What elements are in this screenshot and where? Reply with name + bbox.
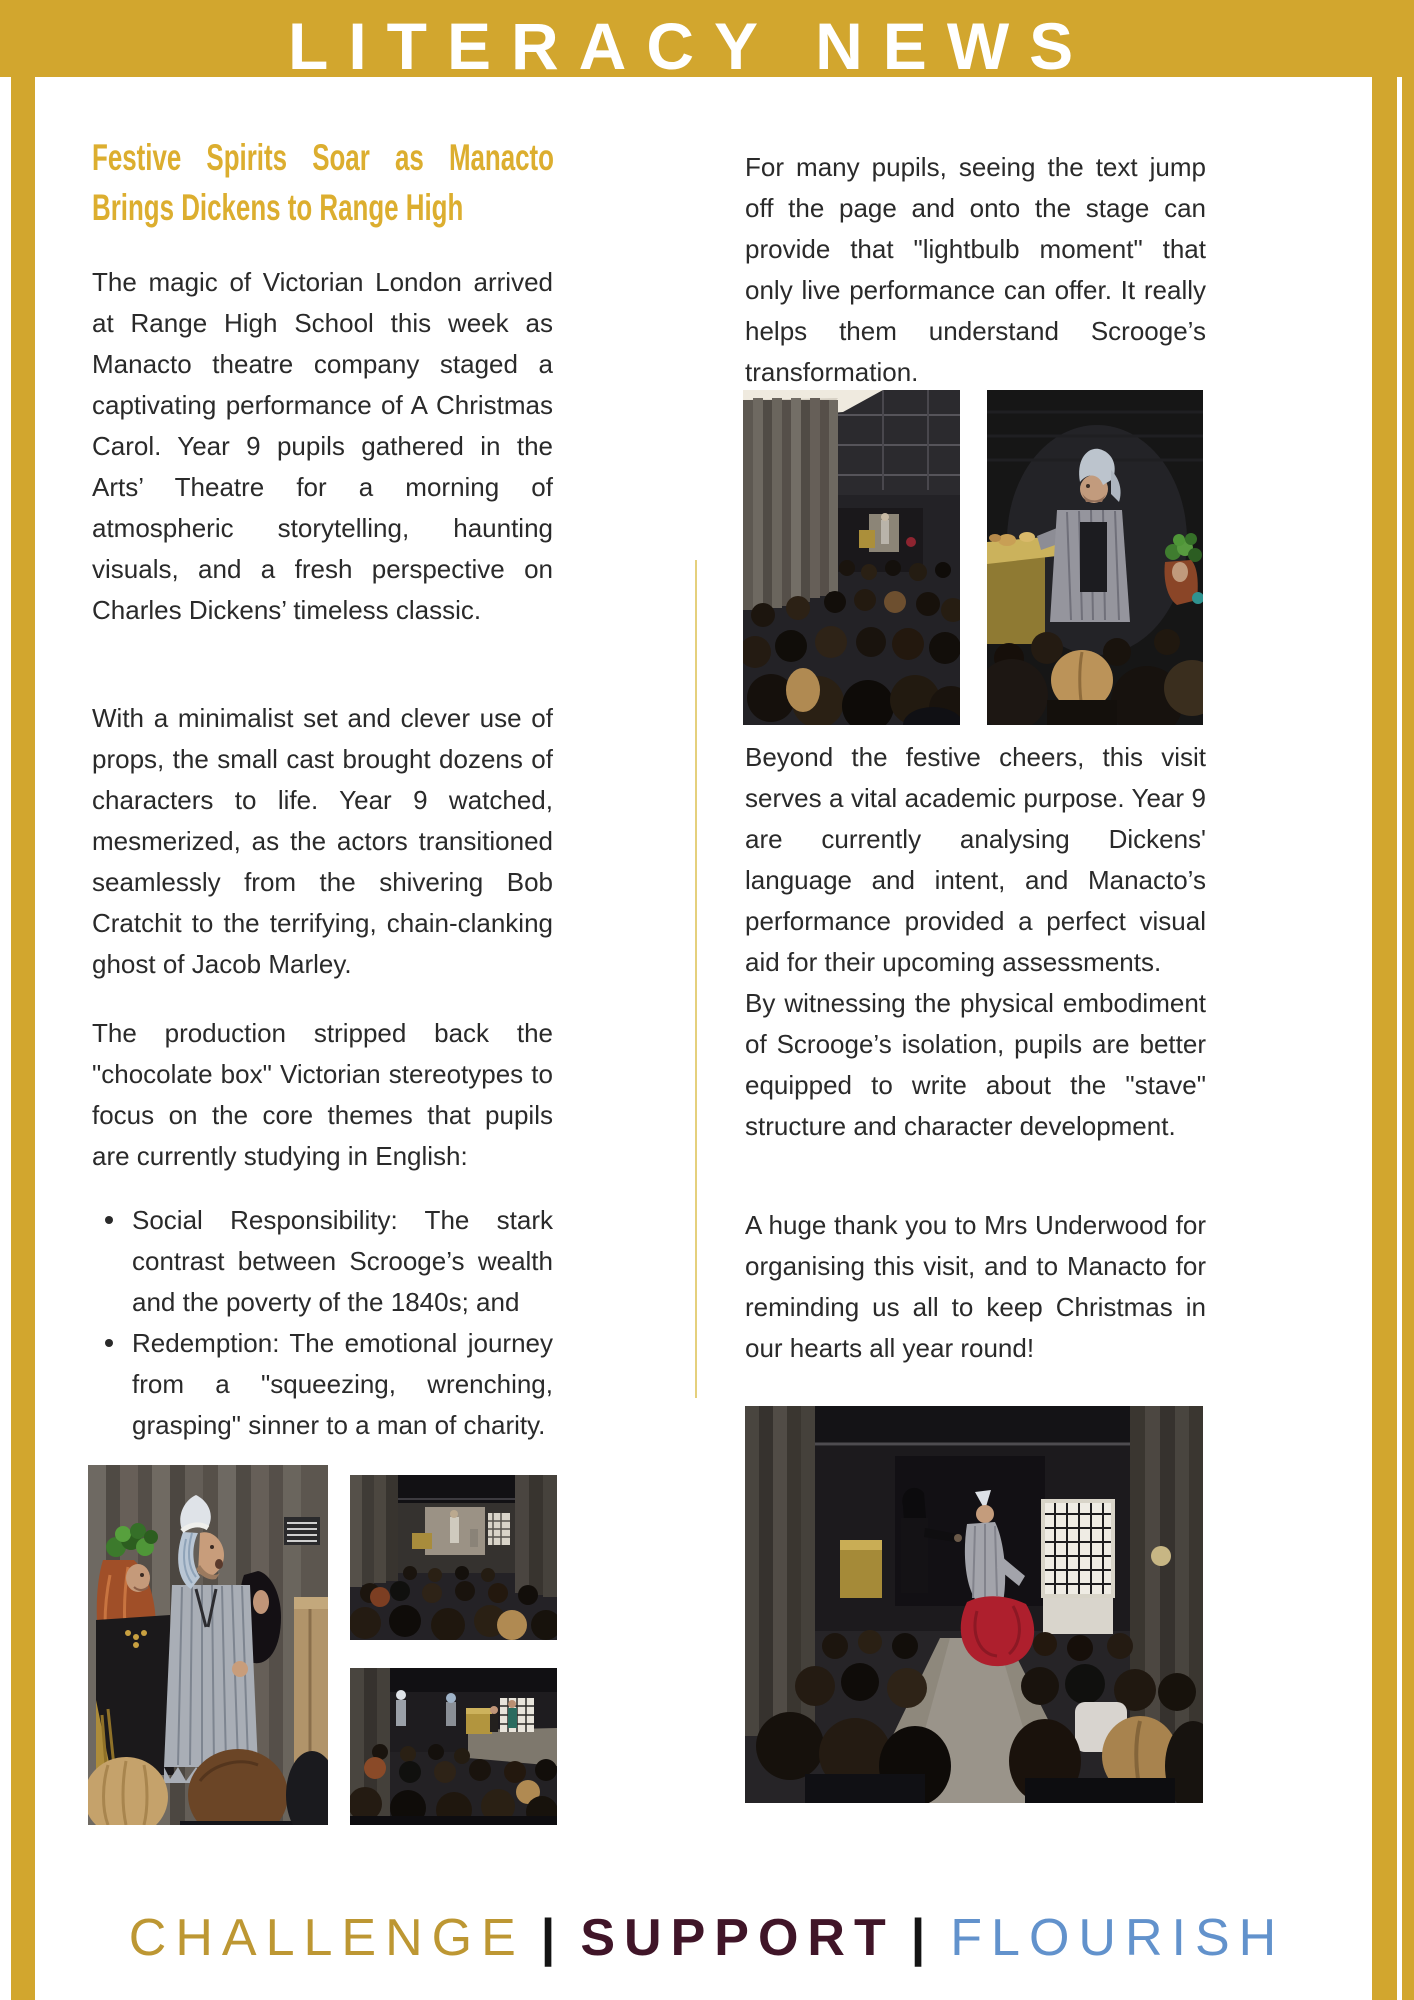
motto-flourish: FLOURISH [950, 1909, 1286, 1967]
bullet-redemption: Redemption: The emotional journey from a "squeezing, wrenching, grasping" sinner to a man of charity. [92, 1323, 553, 1446]
paragraph-text: For many pupils, seeing the text jump off the page and onto the stage can provide that "lightbulb moment" that only live performance can offer. It really helps them understand Scrooge’s transformation. [745, 152, 1206, 387]
photo-actors-closeup [88, 1465, 328, 1825]
photo-audience-curtains [743, 390, 960, 725]
article-headline: Festive Spirits Soar as Manacto Brings Dickens to Range High [92, 137, 554, 228]
paragraph-text: The production stripped back the "chocolate box" Victorian stereotypes to focus on the core themes that pupils are currently studying in English: [92, 1018, 553, 1171]
motto-separator: | [540, 1909, 565, 1967]
photo-audience-curtains-art [743, 390, 960, 725]
paragraph-text: By witnessing the physical embodiment of Scrooge’s isolation, pupils are better equipped to write about the "stave" structure and character development. [745, 988, 1206, 1141]
right-edge-strip [1402, 0, 1414, 2000]
paragraph-thank-you [745, 1205, 1206, 1369]
photo-audience-stage-1-art [350, 1475, 557, 1640]
themes-bullet-list [92, 1200, 553, 1446]
paragraph-text: With a minimalist set and clever use of props, the small cast brought dozens of characters to life. Year 9 watched, mesmerized, as the actors transitioned seamlessly from the shivering Bob Cratchit to the terrifying, chain-clanking ghost of Jacob Marley. [92, 703, 553, 979]
motto-support: SUPPORT [580, 1909, 895, 1967]
photo-audience-stage-2-art [350, 1668, 557, 1825]
photo-actors-closeup-art [88, 1465, 328, 1825]
photo-scrooge-desk-art [987, 390, 1203, 725]
newsletter-title: LITERACY NEWS [288, 9, 1094, 83]
photo-stage-wide [745, 1406, 1203, 1803]
photo-audience-stage-2 [350, 1668, 557, 1825]
motto-challenge: CHALLENGE [128, 1909, 525, 1967]
left-gold-border [11, 0, 35, 2000]
photo-scrooge-desk [987, 390, 1203, 725]
paragraph-text: A huge thank you to Mrs Underwood for organising this visit, and to Manacto for reminding us all to keep Christmas in our hearts all year round! [745, 1210, 1206, 1363]
motto-separator: | [910, 1909, 935, 1967]
paragraph-magic-of-london [92, 262, 553, 631]
bullet-list [92, 1200, 553, 1446]
paragraph-lightbulb-moment [745, 147, 1206, 393]
paragraph-academic-purpose [745, 737, 1206, 1147]
paragraph-core-themes [92, 1013, 553, 1177]
paragraph-text: Beyond the festive cheers, this visit serves a vital academic purpose. Year 9 are currently analysing Dickens' language and intent, and Manacto’s performance provided a perfect visual aid for their upcoming assessments. [745, 742, 1206, 977]
paragraph-minimalist-set [92, 698, 553, 985]
photo-audience-stage-1 [350, 1475, 557, 1640]
paragraph-text: The magic of Victorian London arrived at Range High School this week as Manacto theatre company staged a captivating performance of A Christmas Carol. Year 9 pupils gathered in the Arts’ Theatre for a morning of atmospheric storytelling, haunting visuals, and a fresh perspective on Charles Dickens’ timeless classic. [92, 267, 553, 625]
right-gold-border [1372, 0, 1397, 2000]
column-divider [695, 560, 697, 1398]
photo-stage-wide-art [745, 1406, 1203, 1803]
bullet-social-responsibility: Social Responsibility: The stark contrast between Scrooge’s wealth and the poverty of the 1840s; and [92, 1200, 553, 1323]
footer-motto [0, 1908, 1414, 1968]
